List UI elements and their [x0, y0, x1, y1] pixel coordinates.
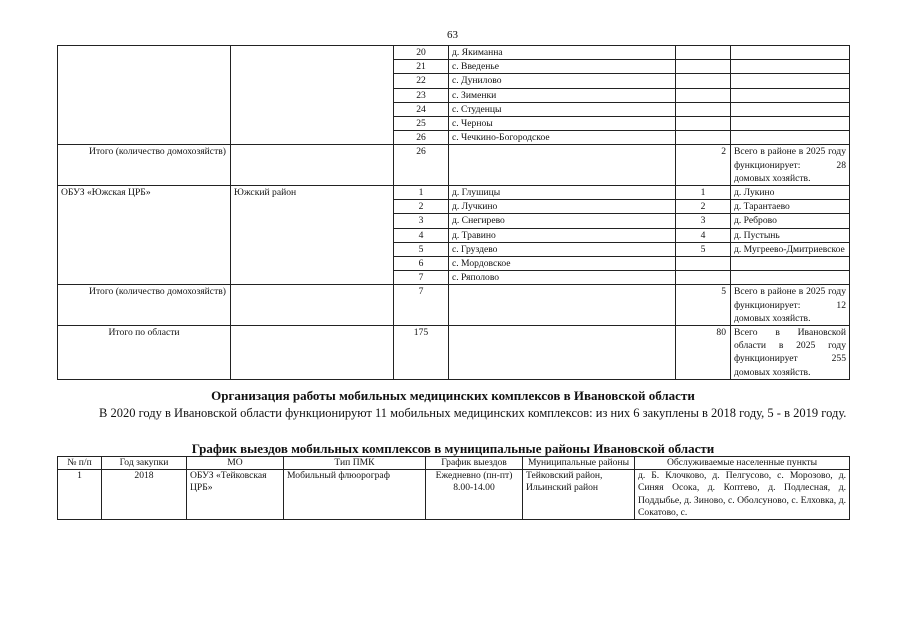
settlement-name: с. Мордовское [449, 257, 676, 271]
row-districts: Тейковский район, Ильинский район [523, 470, 635, 520]
settlement-name: д. Снегирево [449, 214, 676, 228]
header-type: Тип ПМК [284, 457, 426, 470]
row-number: 5 [394, 242, 449, 256]
empty-cell [731, 74, 850, 88]
row-number: 3 [394, 214, 449, 228]
total-label: Итого (количество домохозяйств) [58, 285, 231, 326]
region-total-note: Всего в Ивановской области в 2025 году функционирует 255 домовых хозяйств. [731, 326, 850, 380]
header-num: № п/п [58, 457, 102, 470]
settlement-name: с. Введенье [449, 60, 676, 74]
schedule-row [58, 470, 850, 520]
total-note: Всего в районе в 2025 году функционирует: 28 домовых хозяйств. [731, 145, 850, 186]
settlement-name: с. Ряполово [449, 271, 676, 285]
empty-cell [676, 46, 731, 60]
households-table [57, 45, 850, 380]
settlement-name: с. Дунилово [449, 74, 676, 88]
empty-cell [449, 145, 676, 186]
settlement-name: д. Травино [449, 228, 676, 242]
section-title: Организация работы мобильных медицинских комплексов в Ивановской области [211, 388, 695, 403]
region-total-count: 175 [394, 326, 449, 380]
row-number-2: 5 [676, 242, 731, 256]
row-year: 2018 [102, 470, 187, 520]
total-count: 7 [394, 285, 449, 326]
row-type: Мобильный флюорограф [284, 470, 426, 520]
empty-cell [676, 60, 731, 74]
schedule-title: График выездов мобильных комплексов в муниципальные районы Ивановской области [191, 441, 715, 456]
empty-cell [676, 74, 731, 88]
settlement-name: с. Зименки [449, 88, 676, 102]
row-number: 22 [394, 74, 449, 88]
row-number-2 [676, 257, 731, 271]
row-schedule: Ежедневно (пн-пт) 8.00-14.00 [426, 470, 523, 520]
row-number: 6 [394, 257, 449, 271]
settlement-name-2: д. Пустынь [731, 228, 850, 242]
empty-cell [731, 131, 850, 145]
row-number-2: 2 [676, 200, 731, 214]
header-mo: МО [187, 457, 284, 470]
row-number: 23 [394, 88, 449, 102]
empty-cell [231, 326, 394, 380]
settlement-name-2: д. Реброво [731, 214, 850, 228]
row-number: 2 [394, 200, 449, 214]
region-total-count-2: 80 [676, 326, 731, 380]
empty-cell [731, 102, 850, 116]
page-number: 63 [447, 29, 458, 41]
row-number-2: 1 [676, 186, 731, 200]
total-note: Всего в районе в 2025 году функционирует: 12 домовых хозяйств. [731, 285, 850, 326]
settlement-name: д. Глушицы [449, 186, 676, 200]
schedule-header-row [58, 457, 850, 470]
settlement-name-2: д. Мугреево-Дмитриевское [731, 242, 850, 256]
settlement-name: с. Студенцы [449, 102, 676, 116]
row-number: 21 [394, 60, 449, 74]
schedule-table [57, 456, 850, 520]
table-row [58, 46, 850, 60]
empty-cell [731, 60, 850, 74]
row-number: 26 [394, 131, 449, 145]
org-cell: ОБУЗ «Южская ЦРБ» [58, 186, 231, 285]
district-cell: Южский район [231, 186, 394, 285]
row-number-2: 3 [676, 214, 731, 228]
empty-cell [731, 88, 850, 102]
table-row [58, 186, 850, 200]
settlement-name: с. Черноы [449, 117, 676, 131]
row-number: 4 [394, 228, 449, 242]
empty-cell [231, 145, 394, 186]
region-total-label: Итого по области [58, 326, 231, 380]
row-number-2: 4 [676, 228, 731, 242]
empty-cell [676, 131, 731, 145]
row-number: 7 [394, 271, 449, 285]
settlement-name-2: д. Тарантаево [731, 200, 850, 214]
settlement-name-2: д. Лукино [731, 186, 850, 200]
empty-cell [449, 326, 676, 380]
empty-cell [676, 102, 731, 116]
empty-cell [731, 117, 850, 131]
settlement-name: с. Чечкино-Богородское [449, 131, 676, 145]
empty-cell [231, 285, 394, 326]
total-row [58, 145, 850, 186]
intro-paragraph: В 2020 году в Ивановской области функционируют 11 мобильных медицинских комплексов: из них 6 закуплены в 2018 году, 5 - в 2019 году. [99, 406, 847, 420]
row-settlements: д. Б. Клочково, д. Пелгусово, с. Морозово, д. Синяя Осока, д. Коптево, д. Подлесная, д. Поддыбье, д. Зиново, с. Оболсуново, с. Елховка, д. Сокатово, с. [635, 470, 850, 520]
total-count-2: 2 [676, 145, 731, 186]
district-cell [231, 46, 394, 145]
empty-cell [676, 117, 731, 131]
row-number: 25 [394, 117, 449, 131]
org-cell [58, 46, 231, 145]
total-row [58, 285, 850, 326]
settlement-name: д. Лучкино [449, 200, 676, 214]
row-number: 20 [394, 46, 449, 60]
row-number-2 [676, 271, 731, 285]
header-year: Год закупки [102, 457, 187, 470]
empty-cell [449, 285, 676, 326]
settlement-name-2 [731, 271, 850, 285]
settlement-name: д. Якиманна [449, 46, 676, 60]
empty-cell [676, 88, 731, 102]
total-count: 26 [394, 145, 449, 186]
row-number: 24 [394, 102, 449, 116]
header-settlements: Обслуживаемые населенные пункты [635, 457, 850, 470]
header-schedule: График выездов [426, 457, 523, 470]
row-num: 1 [58, 470, 102, 520]
settlement-name-2 [731, 257, 850, 271]
total-label: Итого (количество домохозяйств) [58, 145, 231, 186]
row-number: 1 [394, 186, 449, 200]
total-count-2: 5 [676, 285, 731, 326]
row-mo: ОБУЗ «Тейковская ЦРБ» [187, 470, 284, 520]
region-total-row [58, 326, 850, 380]
header-districts: Муниципальные районы [523, 457, 635, 470]
empty-cell [731, 46, 850, 60]
settlement-name: с. Груздево [449, 242, 676, 256]
